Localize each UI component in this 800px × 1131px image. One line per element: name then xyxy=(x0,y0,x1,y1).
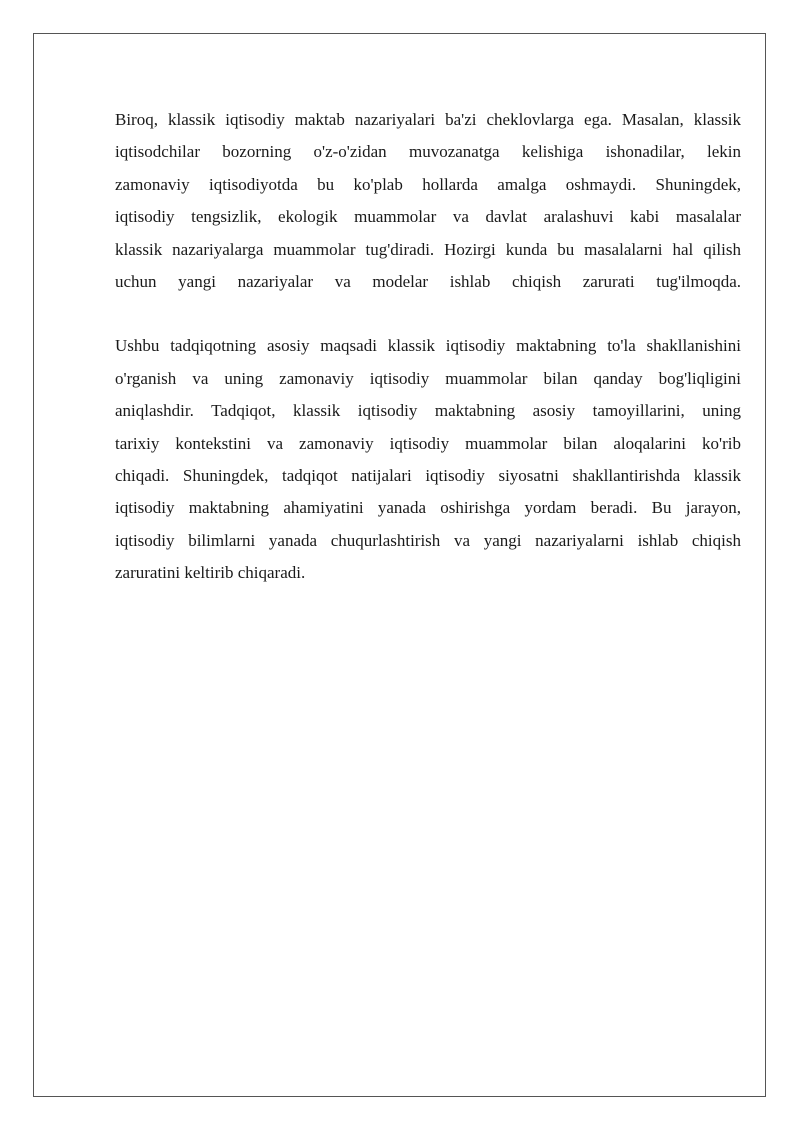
text-line: iqtisodiy bilimlarni yanada chuqurlashtirish va yangi nazariyalarni ishlab chiqish xyxy=(115,530,741,550)
text-line: klassik nazariyalarga muammolar tug'diradi. Hozirgi kunda bu masalalarni hal qilish xyxy=(115,239,741,259)
paragraph-2 xyxy=(115,330,741,589)
text-line: iqtisodchilar bozorning o'z-o'zidan muvozanatga kelishiga ishonadilar, lekin xyxy=(115,142,741,162)
paragraph-1 xyxy=(115,104,741,298)
text-line: o'rganish va uning zamonaviy iqtisodiy muammolar bilan qanday bog'liqligini xyxy=(115,368,741,388)
paragraph-spacer xyxy=(115,298,741,330)
text-line: iqtisodiy tengsizlik, ekologik muammolar va davlat aralashuvi kabi masalalar xyxy=(115,207,741,227)
text-line: aniqlashdir. Tadqiqot, klassik iqtisodiy maktabning asosiy tamoyillarini, uning xyxy=(115,401,741,421)
text-line: tarixiy kontekstini va zamonaviy iqtisodiy muammolar bilan aloqalarini ko'rib xyxy=(115,433,741,453)
text-line: zamonaviy iqtisodiyotda bu ko'plab hollarda amalga oshmaydi. Shuningdek, xyxy=(115,174,741,194)
text-line: uchun yangi nazariyalar va modelar ishlab chiqish zarurati tug'ilmoqda. xyxy=(115,272,741,292)
text-line: chiqadi. Shuningdek, tadqiqot natijalari iqtisodiy siyosatni shakllantirishda klassik xyxy=(115,466,741,486)
text-line: zaruratini keltirib chiqaradi. xyxy=(115,563,306,583)
text-line: Biroq, klassik iqtisodiy maktab nazariyalari ba'zi cheklovlarga ega. Masalan, klassik xyxy=(115,110,741,129)
text-line: Ushbu tadqiqotning asosiy maqsadi klassik iqtisodiy maktabning to'la shakllanishini xyxy=(115,336,741,356)
page-body xyxy=(115,104,741,590)
text-line: iqtisodiy maktabning ahamiyatini yanada oshirishga yordam beradi. Bu jarayon, xyxy=(115,498,741,518)
